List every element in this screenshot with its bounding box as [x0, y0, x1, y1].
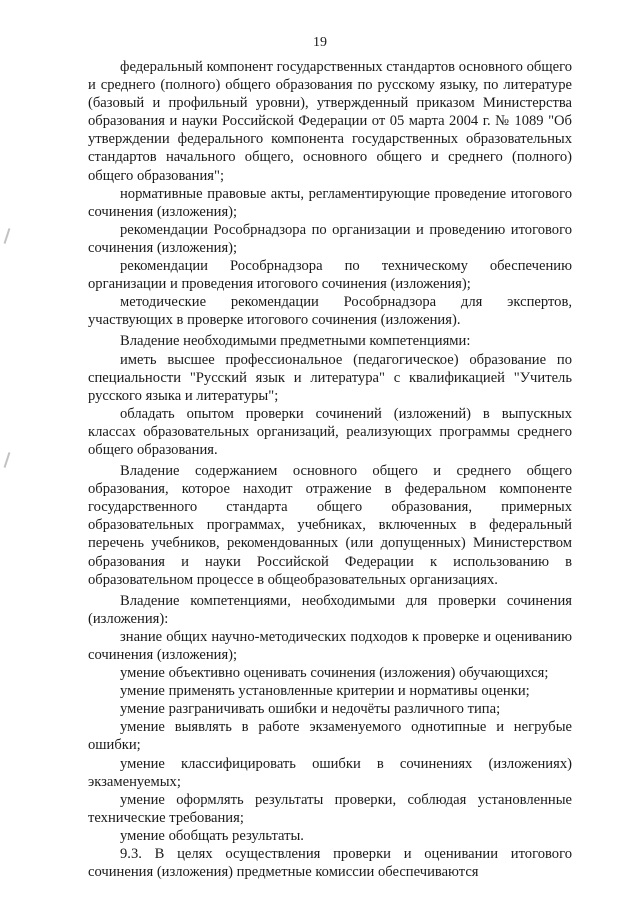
paragraph-section-9-3: 9.3. В целях осуществления проверки и оценивании итогового сочинения (изложения) предметные комиссии обеспечиваются: [88, 846, 572, 881]
paragraph-recommendations-organization: рекомендации Рособрнадзора по организации и проведению итогового сочинения (изложения);: [88, 221, 572, 256]
paragraph-higher-education: иметь высшее профессиональное (педагогическое) образование по специальности "Русский язык и литература" с квалификацией "Учитель русского языка и литературы";: [88, 351, 572, 404]
paragraph-identify-errors: умение выявлять в работе экзаменуемого однотипные и негрубые ошибки;: [88, 719, 572, 754]
document-body: [88, 58, 572, 881]
paragraph-methodical-recommendations: методические рекомендации Рособрнадзора для экспертов, участвующих в проверке итогового сочинения (изложения).: [88, 294, 572, 329]
paragraph-generalize-results: умение обобщать результаты.: [120, 827, 304, 844]
paragraph-format-results: умение оформлять результаты проверки, соблюдая установленные технические требования;: [88, 791, 572, 826]
paragraph-distinguish-errors: умение разграничивать ошибки и недочёты различного типа;: [120, 701, 501, 718]
paragraph-federal-component: федеральный компонент государственных стандартов основного общего и среднего (полного) общего образования по русскому языку, по литературе (базовый и профильный уровни), утвержденный приказом Министерства образования и науки Российской Федерации от 05 марта 2004 г. № 1089 "Об утверждении федерального компонента государственных образовательных стандартов начального общего, основного общего и среднего (полного) общего образования";: [88, 59, 572, 184]
paragraph-verification-competencies: Владение компетенциями, необходимыми для проверки сочинения (изложения):: [88, 592, 572, 627]
paragraph-methodical-approaches: знание общих научно-методических подходов к проверке и оцениванию сочинения (изложения);: [88, 628, 572, 663]
scan-artifact: [4, 228, 11, 244]
paragraph-objective-assessment: умение объективно оценивать сочинения (изложения) обучающихся;: [120, 665, 549, 682]
paragraph-subject-competencies: Владение необходимыми предметными компетенциями:: [120, 333, 471, 350]
page-number: 19: [313, 35, 327, 50]
paragraph-normative-acts: нормативные правовые акты, регламентирующие проведение итогового сочинения (изложения);: [88, 185, 572, 220]
scan-artifact: [4, 452, 11, 468]
paragraph-apply-criteria: умение применять установленные критерии и нормативы оценки;: [120, 683, 530, 700]
paragraph-experience: обладать опытом проверки сочинений (изложений) в выпускных классах образовательных организаций, реализующих программы среднего общего образования.: [88, 405, 572, 458]
paragraph-classify-errors: умение классифицировать ошибки в сочинениях (изложениях) экзаменуемых;: [88, 755, 572, 790]
paragraph-content-knowledge: Владение содержанием основного общего и среднего общего образования, которое находит отражение в федеральном компоненте государственного стандарта общего образования, примерных образовательных программах, учебниках, включенных в федеральный перечень учебников, рекомендованных (или допущенных) Министерством образования и науки Российской Федерации к использованию в образовательном процессе в общеобразовательных организациях.: [88, 463, 572, 588]
paragraph-recommendations-technical: рекомендации Рособрнадзора по техническому обеспечению организации и проведения итогового сочинения (изложения);: [88, 258, 572, 293]
